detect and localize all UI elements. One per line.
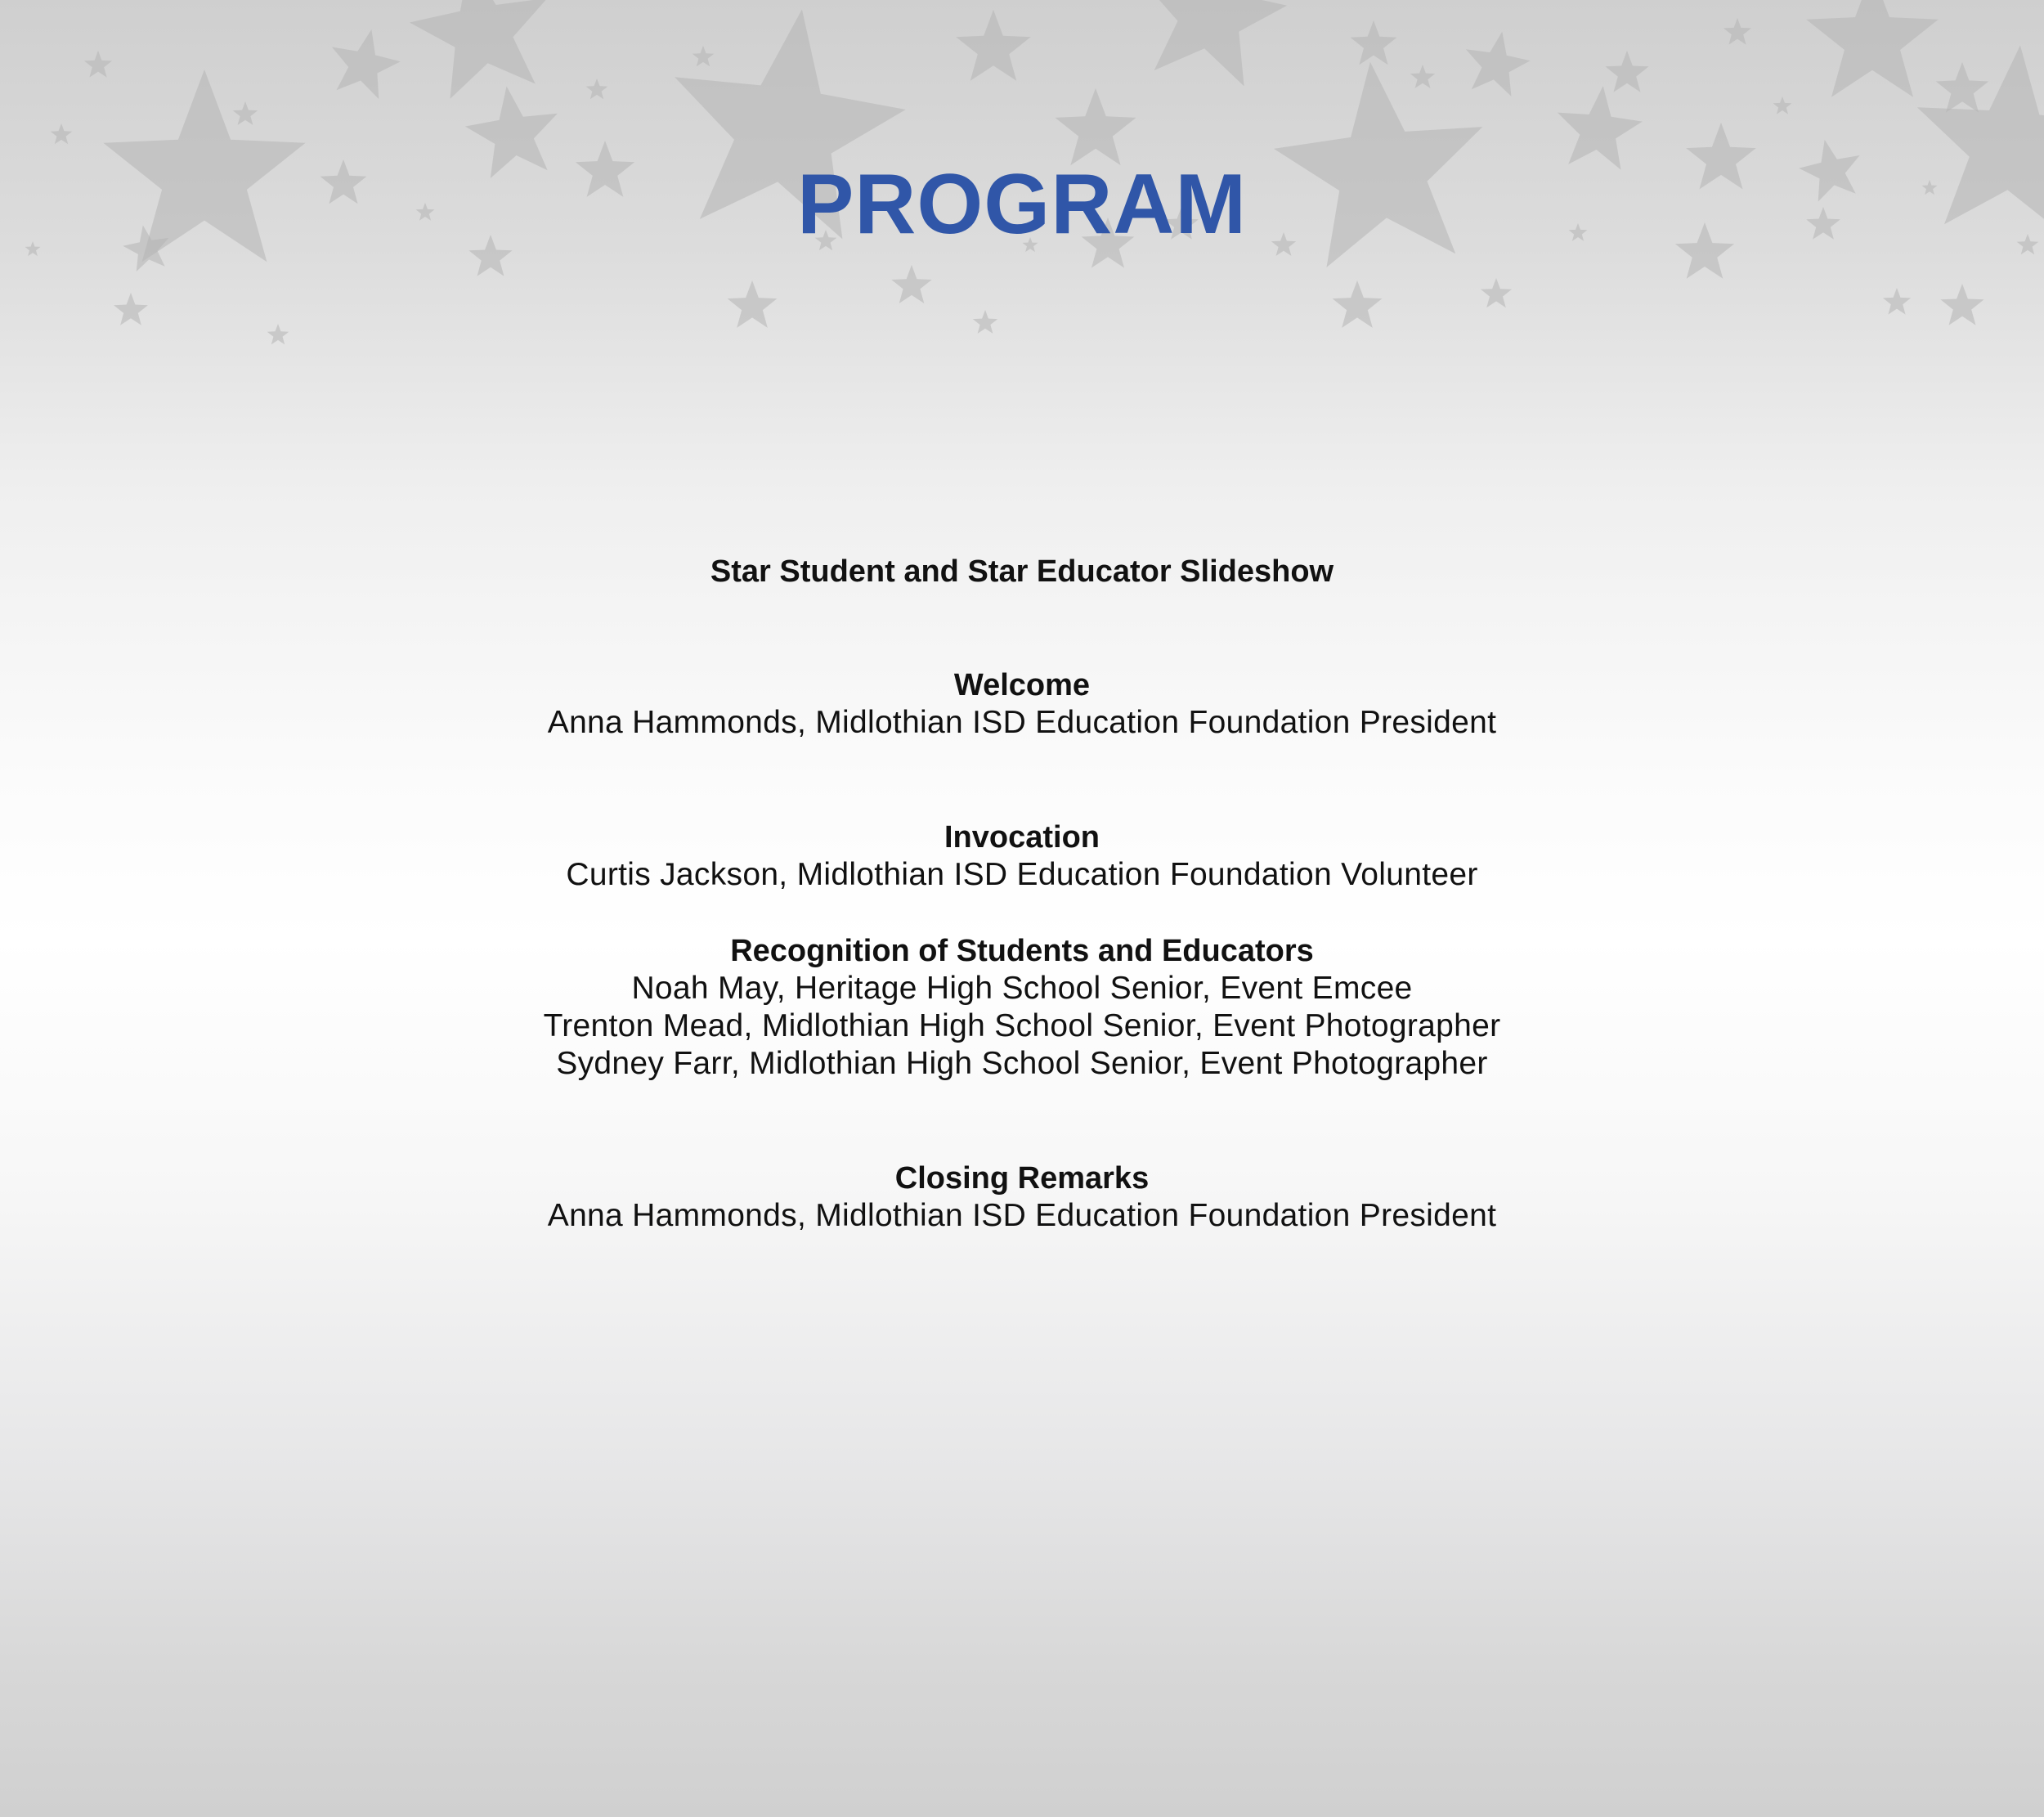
star-icon — [1481, 278, 1512, 307]
star-icon — [1940, 284, 1983, 325]
invocation-speaker: Curtis Jackson, Midlothian ISD Education Foundation Volunteer — [566, 857, 1478, 892]
program-item-closing — [0, 1160, 2044, 1235]
star-icon — [267, 324, 289, 344]
star-icon — [1410, 65, 1435, 88]
star-icon — [1724, 18, 1751, 45]
star-icon — [410, 0, 548, 99]
program-item-invocation — [0, 819, 2044, 894]
star-icon — [332, 29, 401, 99]
recognition-person: Sydney Farr, Midlothian High School Senior, Event Photographer — [556, 1046, 1488, 1081]
closing-speaker: Anna Hammonds, Midlothian ISD Education Foundation President — [547, 1198, 1497, 1233]
star-icon — [1936, 62, 1989, 113]
slideshow-heading: Star Student and Star Educator Slideshow — [710, 554, 1334, 589]
star-icon — [1605, 51, 1648, 92]
star-icon — [1056, 88, 1136, 165]
recognition-heading: Recognition of Students and Educators — [730, 934, 1314, 968]
invocation-heading: Invocation — [944, 820, 1100, 855]
star-icon — [1883, 288, 1911, 315]
star-icon — [1141, 0, 1287, 86]
star-icon — [956, 10, 1030, 81]
program-item-recognition — [0, 932, 2044, 1083]
star-icon — [973, 310, 997, 334]
program-item-slideshow — [0, 553, 2044, 590]
page-title: PROGRAM — [796, 157, 1248, 252]
welcome-heading: Welcome — [953, 668, 1091, 702]
welcome-speaker: Anna Hammonds, Midlothian ISD Education Foundation President — [547, 705, 1497, 740]
star-icon — [1806, 0, 1939, 97]
program-item-welcome — [0, 666, 2044, 742]
star-icon — [114, 293, 148, 325]
star-icon — [51, 123, 73, 144]
star-icon — [1466, 32, 1531, 96]
star-icon — [84, 51, 112, 78]
star-icon — [1333, 280, 1383, 328]
star-icon — [693, 46, 715, 66]
star-icon — [233, 101, 258, 125]
recognition-person: Noah May, Heritage High School Senior, Event Emcee — [631, 971, 1413, 1006]
star-icon — [586, 79, 608, 99]
star-icon — [1773, 96, 1792, 114]
star-icon — [1351, 20, 1397, 65]
star-icon — [728, 280, 778, 328]
recognition-person: Trenton Mead, Midlothian High School Senior, Event Photographer — [543, 1008, 1501, 1043]
star-icon — [891, 265, 931, 303]
closing-heading: Closing Remarks — [894, 1161, 1150, 1196]
